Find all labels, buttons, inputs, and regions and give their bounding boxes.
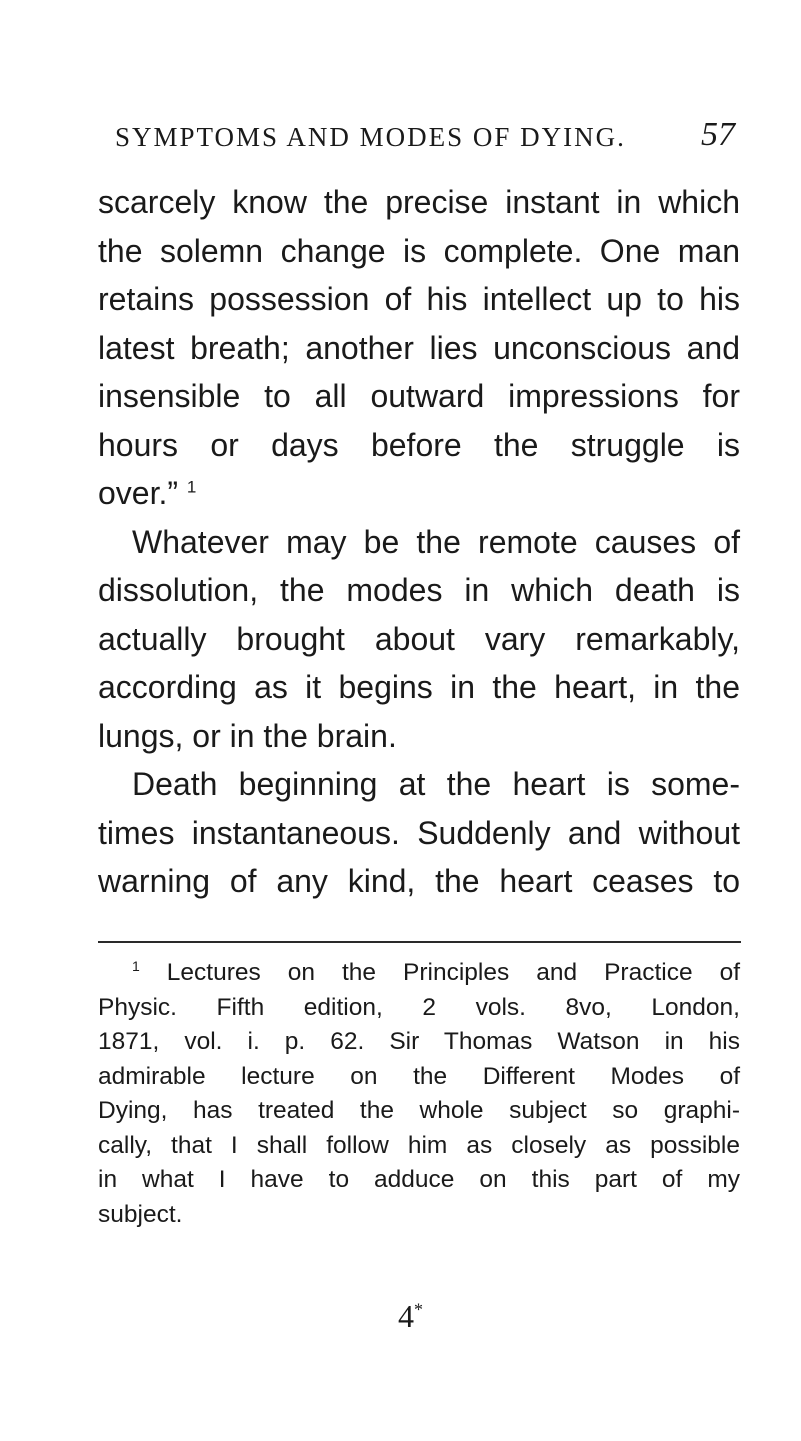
running-head-title: SYMPTOMS AND MODES OF DYING.: [115, 122, 626, 152]
running-head: [115, 112, 735, 162]
body-line: insensible to all outward impressions for: [98, 378, 740, 414]
body-line: according as it begins in the heart, in the: [98, 669, 740, 705]
footnote-line: subject.: [98, 1200, 183, 1228]
footnote-line: in what I have to adduce on this part of my: [98, 1166, 740, 1193]
body-line: retains possession of his intellect up to his: [98, 281, 740, 317]
body-line: dissolution, the modes in which death is: [98, 572, 740, 608]
footnote-divider: [98, 941, 741, 943]
body-line: over.”: [98, 475, 179, 511]
body-line: times instantaneous. Suddenly and without: [98, 814, 740, 851]
body-line: Death beginning at the heart is some-: [132, 766, 740, 802]
footnote-line: cally, that I shall follow him as closely as possible: [98, 1131, 740, 1159]
footnote-marker: 1: [132, 957, 140, 974]
signature-asterisk: *: [414, 1299, 423, 1320]
body-line: hours or days before the struggle is: [98, 426, 740, 463]
footnote: [98, 956, 740, 1232]
footnote-line: 1871, vol. i. p. 62. Sir Thomas Watson in his: [98, 1028, 740, 1055]
body-line: Whatever may be the remote causes of: [132, 523, 740, 560]
signature-number: 4: [398, 1298, 414, 1334]
footnote-line: admirable lecture on the Different Modes of: [98, 1062, 740, 1090]
footnote-line: Physic. Fifth edition, 2 vols. 8vo, London,: [98, 993, 740, 1021]
page-number: 57: [701, 116, 735, 153]
body-line: warning of any kind, the heart ceases to: [98, 863, 740, 899]
body-text: [98, 178, 740, 906]
signature-mark: [398, 1296, 423, 1336]
body-line: the solemn change is complete. One man: [98, 232, 740, 269]
footnote-line: Dying, has treated the whole subject so graphi-: [98, 1097, 740, 1124]
body-line: actually brought about vary remarkably,: [98, 620, 740, 657]
footnote-line-first: [98, 956, 740, 991]
body-line: scarcely know the precise instant in which: [98, 184, 740, 220]
body-line: latest breath; another lies unconscious and: [98, 329, 740, 366]
footnote-reference: 1: [186, 477, 197, 497]
footnote-line: Lectures on the Principles and Practice of: [166, 959, 741, 986]
body-line: lungs, or in the brain.: [98, 717, 397, 754]
body-line-with-footnote-ref: [98, 469, 740, 518]
